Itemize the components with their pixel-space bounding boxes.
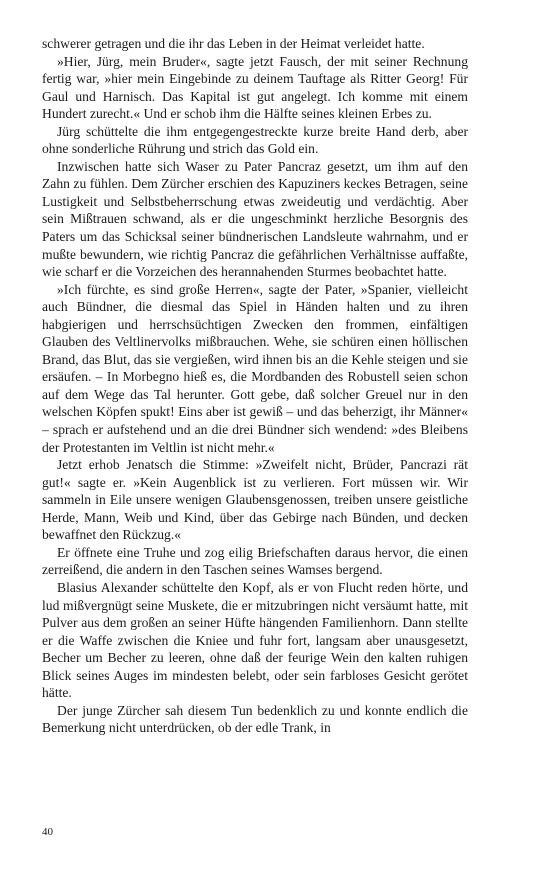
paragraph: Inzwischen hatte sich Waser zu Pater Pancraz gesetzt, um ihm auf den Zahn zu fühlen. Dem Zürcher erschien des Kapuziners keckes Betragen, seine Lustigkeit und Selbstbeherrschung etwas zweideutig und verdächtig. Aber sein Mißtrauen schwand, als er die ungeschminkt herzliche Besorgnis des Paters um das Schicksal seiner bündnerischen Landsleute wahrnahm, und er mußte bewundern, wie richtig Pancraz die gefährlichen Verhältnisse auffaßte, wie scharf er die Vorzeichen des herannahenden Sturmes beobachtet hatte. bbox=[42, 158, 468, 280]
paragraph: »Ich fürchte, es sind große Herren«, sagte der Pater, »Spanier, vielleicht auch Bündner, die diesmal das Spiel in Händen halten und zu ihren habgierigen und herrschsüchtigen Zwecken den frommen, einfältigen Glauben des Veltlinervolks mißbrauchen. Wehe, sie schüren einen höllischen Brand, das Blut, das sie vergießen, wird ihnen bis an die Kehle steigen und sie ersäufen. – In Morbegno hieß es, die Mordbanden des Robustell seien schon auf dem Wege das Tal herunter. Gott gebe, daß solcher Greuel nur in den welschen Köpfen spukt! Eins aber ist gewiß – und das beherzigt, ihr Männer« – sprach er aufstehend und an die drei Bündner sich wendend: »des Bleibens der Protestanten im Veltlin ist nicht mehr.« bbox=[42, 281, 468, 455]
paragraph: Jetzt erhob Jenatsch die Stimme: »Zweifelt nicht, Brüder, Pancrazi rät gut!« sagte er. »Kein Augenblick ist zu verlieren. Fort müssen wir. Wir sammeln in Eile unsere wenigen Glaubensgenossen, treiben unsere geistliche Herde, Mann, Weib und Kind, über das Gebirge nach Bünden, und decken bewaffnet den Rückzug.« bbox=[42, 457, 468, 543]
body-text bbox=[42, 35, 468, 737]
paragraph: Der junge Zürcher sah diesem Tun bedenklich zu und konnte endlich die Bemerkung nicht unterdrücken, ob der edle Trank, in bbox=[42, 702, 468, 736]
paragraph: Er öffnete eine Truhe und zog eilig Briefschaften daraus hervor, die einen zerreißend, die andern in den Taschen seines Wamses bergend. bbox=[42, 544, 468, 578]
paragraph: Blasius Alexander schüttelte den Kopf, als er von Flucht reden hörte, und lud mißvergnügt seine Muskete, die er mitzubringen nicht versäumt hatte, mit Pulver aus dem großen an seiner Hüfte hängenden Familienhorn. Dann stellte er die Waffe zwischen die Kniee und fuhr fort, langsam aber unausgesetzt, Becher um Becher zu leeren, ohne daß der feurige Wein den kalten ruhigen Blick seines Auges im mindesten belebt, oder sein farbloses Gesicht gerötet hätte. bbox=[42, 579, 468, 701]
paragraph-continuation: schwerer getragen und die ihr das Leben in der Heimat verleidet hatte. bbox=[42, 36, 425, 51]
paragraph: Jürg schüttelte die ihm entgegengestreckte kurze breite Hand derb, aber ohne sonderliche Rührung und strich das Gold ein. bbox=[42, 123, 468, 157]
page-number: 40 bbox=[42, 826, 53, 838]
paragraph: »Hier, Jürg, mein Bruder«, sagte jetzt Fausch, der mit seiner Rechnung fertig war, »hier mein Eingebinde zu deinem Tauftage als Ritter Georg! Für Gaul und Harnisch. Das Kapital ist gut angelegt. Ich komme mit einem Hundert zurecht.« Und er schob ihm die Hälfte seines kleinen Erbes zu. bbox=[42, 53, 468, 122]
